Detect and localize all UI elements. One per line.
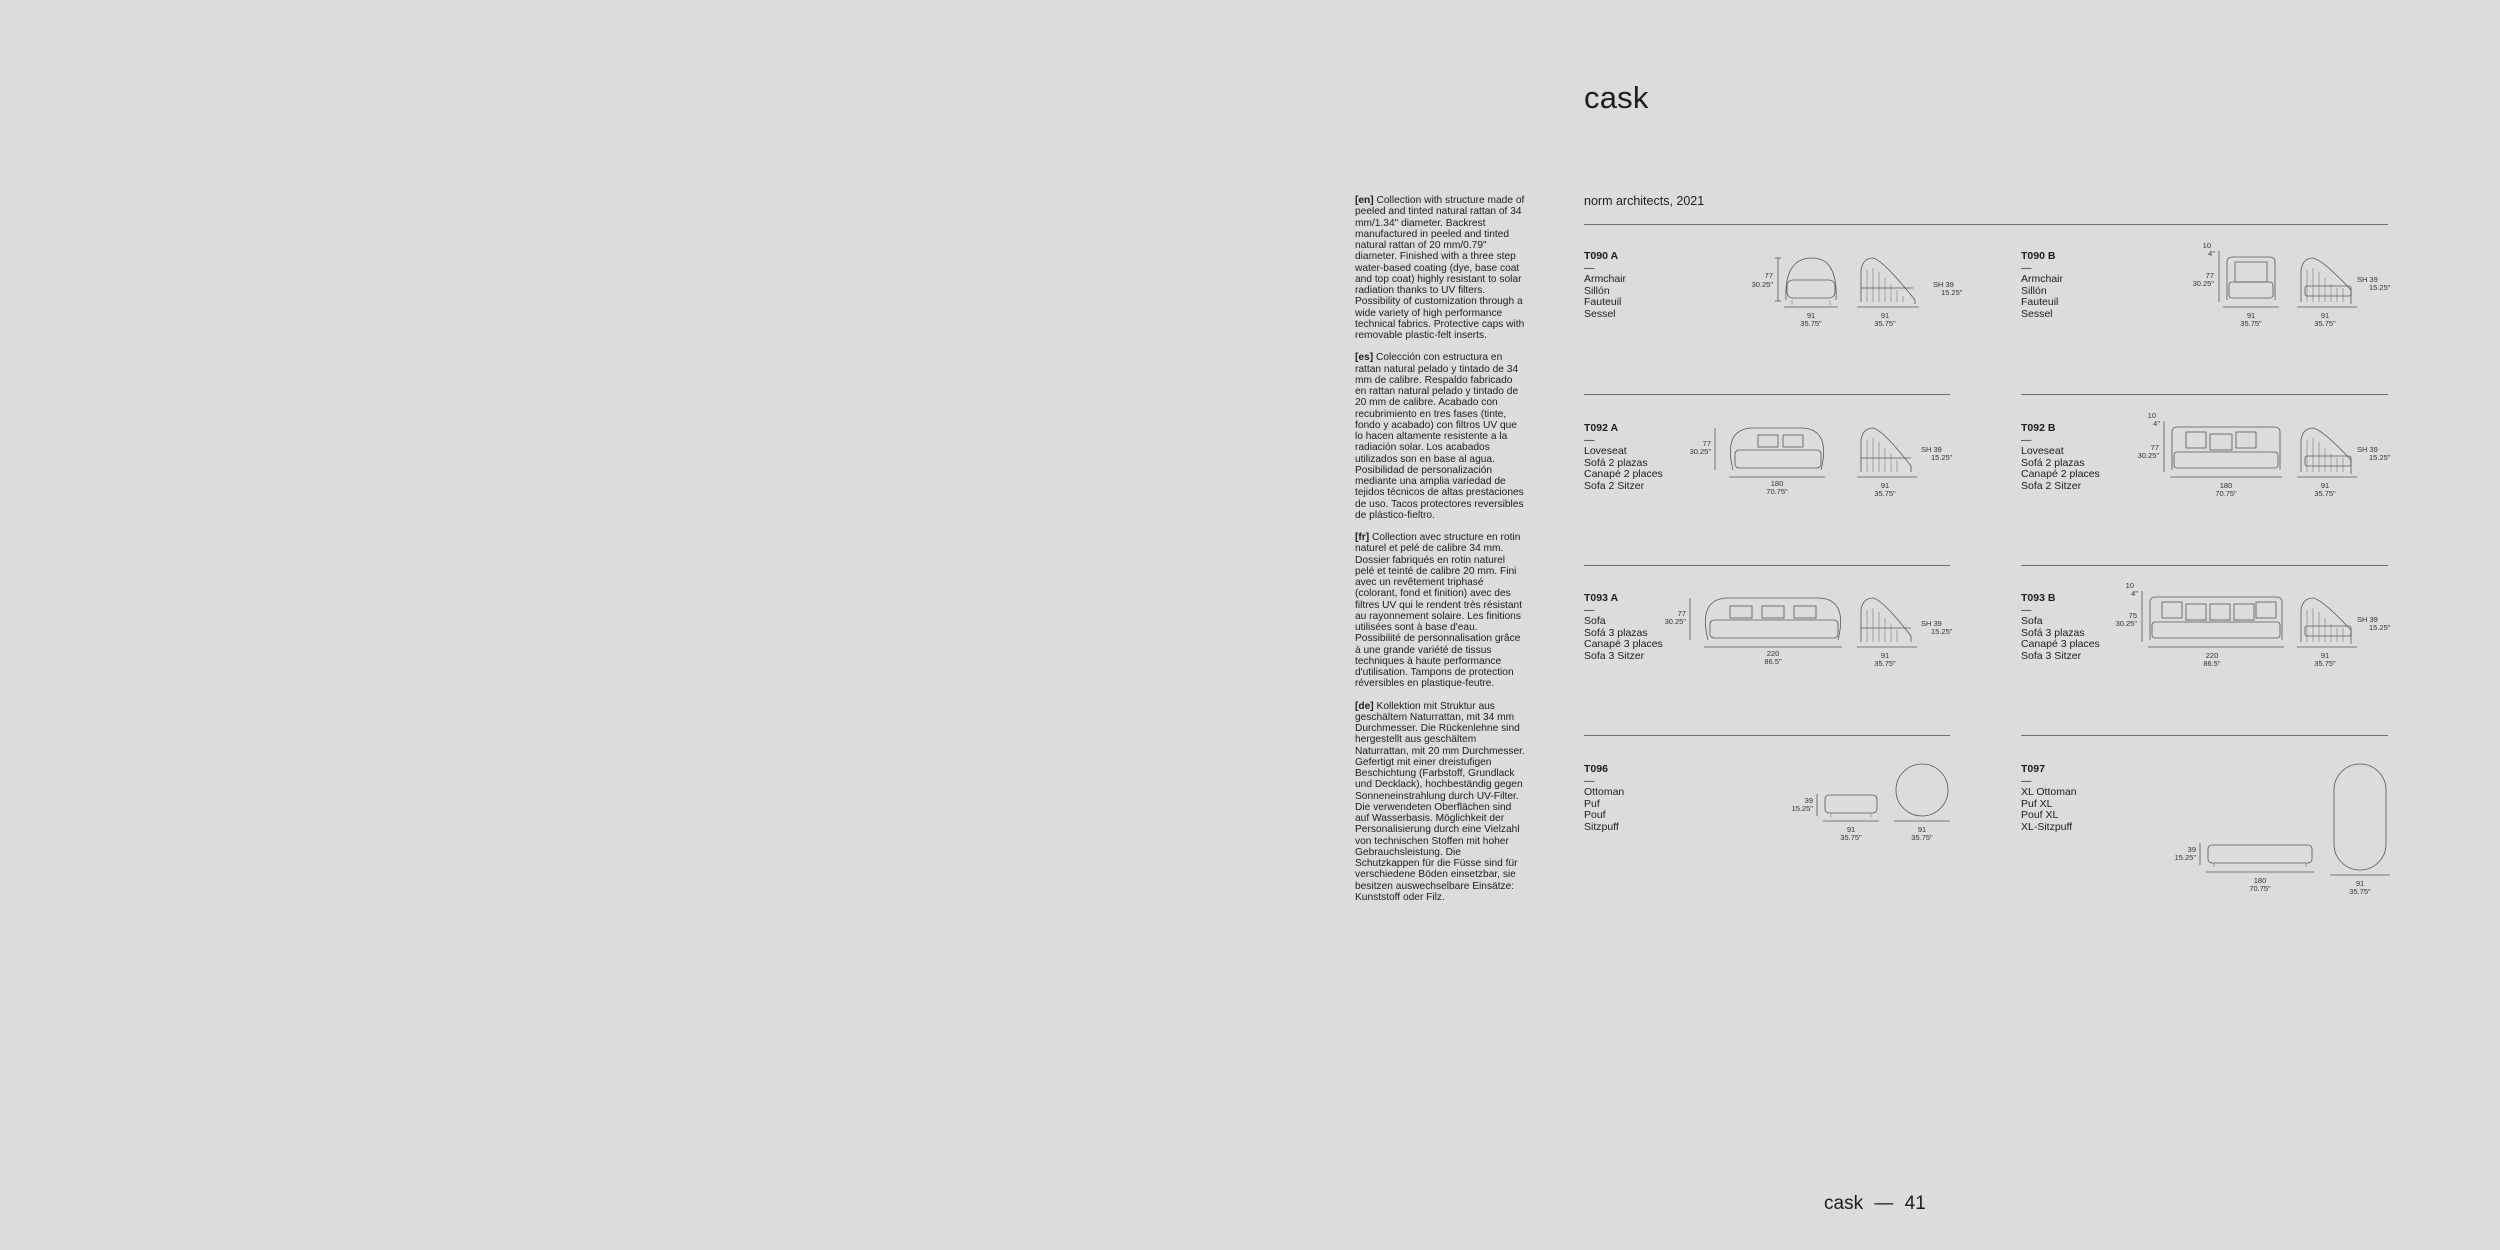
product-code: T097 bbox=[2021, 763, 2045, 775]
page-footer bbox=[1824, 1193, 1926, 1215]
svg-text:30.25": 30.25" bbox=[1751, 280, 1773, 289]
svg-text:35.75": 35.75" bbox=[2314, 659, 2336, 668]
svg-text:15.25": 15.25" bbox=[2369, 453, 2391, 462]
loveseat-b-front-drawing bbox=[2130, 410, 2295, 505]
svg-text:91: 91 bbox=[1880, 311, 1890, 320]
row-divider bbox=[2021, 394, 2388, 395]
svg-text:91: 91 bbox=[2320, 311, 2330, 320]
product-name-en: Ottoman bbox=[1584, 786, 1625, 798]
svg-text:10: 10 bbox=[2147, 411, 2156, 420]
product-t096: T096 — Ottoman Puf Pouf Sitzpuff bbox=[1584, 763, 1625, 833]
xl-ottoman-front-drawing bbox=[2170, 835, 2320, 900]
svg-text:35.75": 35.75" bbox=[1911, 833, 1933, 842]
svg-text:35.75": 35.75" bbox=[2314, 489, 2336, 498]
description-en: [en] Collection with structure made of peeled and tinted natural rattan of 34 mm/1.34" diameter. Backrest manufactured in peeled and tinted natural rattan of 20 mm/0.79" diameter. Finished with a three step water-based coating (dye, base coat and top coat) highly resistant to solar radiation thanks to UV filters. Possibility of customization through a wide variety of high performance technical fabrics. Protective caps with removable plastic-felt inserts. bbox=[1355, 195, 1525, 341]
svg-text:91: 91 bbox=[2320, 651, 2330, 660]
product-name-de: Sessel bbox=[2021, 307, 2053, 320]
product-name-fr: Pouf XL bbox=[2021, 809, 2059, 821]
product-name-fr: Canapé 2 places bbox=[1584, 468, 1663, 480]
svg-text:91: 91 bbox=[1917, 825, 1927, 834]
product-name-es: Puf bbox=[1584, 797, 1600, 810]
sofa-b-side-drawing bbox=[2295, 590, 2405, 670]
description-column bbox=[1355, 195, 1525, 914]
svg-text:15.25": 15.25" bbox=[1941, 288, 1963, 297]
armchair-b-front-drawing bbox=[2185, 240, 2295, 330]
svg-text:91: 91 bbox=[1846, 825, 1856, 834]
footer-brand: cask bbox=[1824, 1193, 1864, 1214]
row-divider bbox=[1584, 565, 1950, 566]
armchair-front-drawing bbox=[1740, 250, 1850, 330]
svg-text:SH 39: SH 39 bbox=[2357, 445, 2378, 454]
svg-text:15.25": 15.25" bbox=[2174, 853, 2196, 862]
product-code: T090 A bbox=[1584, 250, 1619, 262]
svg-text:35.75": 35.75" bbox=[2349, 887, 2371, 896]
svg-text:15.25": 15.25" bbox=[1931, 627, 1953, 636]
svg-text:4": 4" bbox=[2131, 589, 2138, 598]
armchair-b-side-drawing bbox=[2295, 250, 2405, 330]
svg-text:180: 180 bbox=[2219, 481, 2233, 490]
sofa-b-front-drawing bbox=[2108, 580, 2298, 675]
svg-text:30.25": 30.25" bbox=[2137, 451, 2159, 460]
svg-text:75: 75 bbox=[2128, 611, 2137, 620]
svg-text:10: 10 bbox=[2125, 581, 2134, 590]
svg-text:77: 77 bbox=[1677, 609, 1686, 618]
svg-text:91: 91 bbox=[2320, 481, 2330, 490]
product-code: T090 B bbox=[2021, 250, 2056, 262]
product-t093a: T093 A — Sofa Sofá 3 plazas Canapé 3 places Sofa 3 Sitzer bbox=[1584, 592, 1663, 662]
ottoman-top-drawing bbox=[1890, 760, 1965, 845]
svg-text:39: 39 bbox=[2187, 845, 2196, 854]
product-code: T096 bbox=[1584, 763, 1608, 775]
svg-text:77: 77 bbox=[2150, 443, 2159, 452]
sofa-front-drawing bbox=[1660, 590, 1845, 670]
svg-text:35.75": 35.75" bbox=[1840, 833, 1862, 842]
svg-text:220: 220 bbox=[2205, 651, 2219, 660]
svg-text:35.75": 35.75" bbox=[1874, 319, 1896, 328]
product-t090b: T090 B — Armchair Sillón Fauteuil Sessel bbox=[2021, 250, 2064, 320]
product-name-es: Sofá 3 plazas bbox=[1584, 626, 1648, 639]
product-name-fr: Canapé 2 places bbox=[2021, 468, 2100, 480]
row-divider bbox=[2021, 735, 2388, 736]
product-name-fr: Fauteuil bbox=[1584, 296, 1622, 308]
svg-text:30.25": 30.25" bbox=[2115, 619, 2137, 628]
armchair-side-drawing bbox=[1855, 250, 1965, 330]
product-t092b: T092 B — Loveseat Sofá 2 plazas Canapé 2 places Sofa 2 Sitzer bbox=[2021, 422, 2100, 492]
loveseat-side-drawing bbox=[1855, 420, 1965, 500]
row-divider bbox=[2021, 565, 2388, 566]
svg-text:70.75": 70.75" bbox=[2215, 489, 2237, 498]
svg-text:15.25": 15.25" bbox=[1931, 453, 1953, 462]
svg-text:77: 77 bbox=[1702, 439, 1711, 448]
designer-credit: norm architects, 2021 bbox=[1584, 194, 1705, 208]
svg-text:SH 39: SH 39 bbox=[1921, 445, 1942, 454]
ottoman-front-drawing bbox=[1785, 780, 1895, 845]
loveseat-b-side-drawing bbox=[2295, 420, 2405, 500]
product-code: T093 A bbox=[1584, 592, 1619, 604]
svg-text:35.75": 35.75" bbox=[2314, 319, 2336, 328]
svg-text:220: 220 bbox=[1766, 649, 1780, 658]
svg-text:180: 180 bbox=[2253, 876, 2267, 885]
page-title: cask bbox=[1584, 80, 1649, 115]
svg-text:30.25": 30.25" bbox=[1689, 447, 1711, 456]
xl-ottoman-top-drawing bbox=[2325, 760, 2405, 900]
page-number: 41 bbox=[1904, 1193, 1926, 1214]
description-fr: [fr] Collection avec structure en rotin naturel et pelé de calibre 34 mm. Dossier fabriqués en rotin naturel pelé et teinté de calibre 20 mm. Fini avec un revêtement triphasé (colorant, fond et finition) avec des filtres UV qui le rendent très résistant au rayonnement solaire. Les finitions utilisées sont à base d'eau. Possibilité de personnalisation grâce à une grande variété de tissus techniques à haute performance d'utilisation. Tampons de protection réversibles en plastique-feutre. bbox=[1355, 532, 1523, 690]
svg-text:77: 77 bbox=[2205, 271, 2214, 280]
product-name-de: Sofa 3 Sitzer bbox=[1584, 649, 1645, 662]
description-es: [es] Colección con estructura en rattan natural pelado y tintado de 34 mm de calibre. Respaldo fabricado en rattan natural pelado y tintado de 20 mm de calibre. Acabado con recubrimiento en tres fases (tinte, fondo y acabado) con filtros UV que lo hacen altamente resistente a la radiación solar. Los acabados utilizados son en base al agua. Posibilidad de personalización mediante una amplia variedad de tejidos técnicos de altas prestaciones de uso. Tacos protectores reversibles de plástico-fieltro. bbox=[1355, 352, 1524, 521]
product-t097: T097 — XL Ottoman Puf XL Pouf XL XL-Sitzpuff bbox=[2021, 763, 2077, 833]
svg-text:4": 4" bbox=[2153, 419, 2160, 428]
product-name-de: Sofa 2 Sitzer bbox=[2021, 479, 2082, 492]
product-name-de: Sofa 2 Sitzer bbox=[1584, 479, 1645, 492]
product-name-fr: Pouf bbox=[1584, 809, 1606, 821]
product-t090a: T090 A — Armchair Sillón Fauteuil Sessel bbox=[1584, 250, 1627, 320]
svg-text:SH 39: SH 39 bbox=[1933, 280, 1954, 289]
footer-separator: — bbox=[1874, 1193, 1894, 1214]
product-name-en: Loveseat bbox=[1584, 445, 1627, 457]
description-de: [de] Kollektion mit Struktur aus geschältem Naturrattan, mit 34 mm Durchmesser. Die Rückenlehne sind hergestellt aus geschältem Naturrattan, mit 20 mm Durchmesser. Gefertigt mit einer dreistufigen Beschichtung (Farbstoff, Grundlack und Decklack), hochbeständig gegen Sonneneinstrahlung durch UV-Filter. Die verwendeten Oberflächen sind auf Wasserbasis. Möglichkeit der Personalisierung durch eine Vielzahl von technischen Stoffen mit hoher Gebrauchsleistung. Die Schutzkappen für die Füsse sind für verschiedene Böden einsetzbar, sie besitzen auswechselbare Einsätze: Kunststoff oder Filz. bbox=[1355, 700, 1525, 903]
svg-text:77: 77 bbox=[1764, 271, 1773, 280]
svg-text:180: 180 bbox=[1770, 479, 1784, 488]
product-t093b: T093 B — Sofa Sofá 3 plazas Canapé 3 places Sofa 3 Sitzer bbox=[2021, 592, 2100, 662]
svg-text:91: 91 bbox=[1880, 481, 1890, 490]
row-divider bbox=[1584, 394, 1950, 395]
row-divider bbox=[1584, 735, 1950, 736]
svg-text:70.75": 70.75" bbox=[2249, 884, 2271, 893]
svg-text:SH 39: SH 39 bbox=[1921, 619, 1942, 628]
svg-text:70.75": 70.75" bbox=[1766, 487, 1788, 496]
product-name-fr: Fauteuil bbox=[2021, 296, 2059, 308]
product-name-en: Sofa bbox=[1584, 615, 1606, 627]
product-name-es: Sillón bbox=[1584, 284, 1610, 297]
svg-text:4": 4" bbox=[2208, 249, 2215, 258]
svg-text:91: 91 bbox=[2246, 311, 2256, 320]
svg-text:86.5": 86.5" bbox=[1764, 657, 1782, 666]
svg-text:91: 91 bbox=[1880, 651, 1890, 660]
svg-text:10: 10 bbox=[2202, 241, 2211, 250]
product-code: T092 A bbox=[1584, 422, 1619, 434]
svg-text:15.25": 15.25" bbox=[2369, 623, 2391, 632]
product-name-de: Sessel bbox=[1584, 307, 1616, 320]
svg-text:39: 39 bbox=[1804, 796, 1813, 805]
product-name-es: Sillón bbox=[2021, 284, 2047, 297]
product-name-fr: Canapé 3 places bbox=[1584, 638, 1663, 650]
svg-text:SH 39: SH 39 bbox=[2357, 615, 2378, 624]
product-name-es: Sofá 2 plazas bbox=[2021, 456, 2085, 469]
svg-text:15.25": 15.25" bbox=[2369, 283, 2391, 292]
product-name-de: Sitzpuff bbox=[1584, 820, 1619, 833]
product-code: T093 B bbox=[2021, 592, 2056, 604]
product-name-de: Sofa 3 Sitzer bbox=[2021, 649, 2082, 662]
svg-text:35.75": 35.75" bbox=[2240, 319, 2262, 328]
top-divider bbox=[1584, 224, 2388, 225]
svg-text:35.75": 35.75" bbox=[1800, 319, 1822, 328]
product-t092a: T092 A — Loveseat Sofá 2 plazas Canapé 2 places Sofa 2 Sitzer bbox=[1584, 422, 1663, 492]
product-name-en: Sofa bbox=[2021, 615, 2043, 627]
product-name-de: XL-Sitzpuff bbox=[2021, 820, 2073, 833]
product-name-en: XL Ottoman bbox=[2021, 786, 2077, 798]
svg-text:35.75": 35.75" bbox=[1874, 489, 1896, 498]
product-code: T092 B bbox=[2021, 422, 2056, 434]
svg-text:91: 91 bbox=[1806, 311, 1816, 320]
loveseat-front-drawing bbox=[1685, 420, 1845, 500]
product-name-es: Puf XL bbox=[2021, 797, 2053, 810]
svg-text:86.5": 86.5" bbox=[2203, 659, 2221, 668]
svg-text:91: 91 bbox=[2355, 879, 2365, 888]
product-name-es: Sofá 2 plazas bbox=[1584, 456, 1648, 469]
product-name-fr: Canapé 3 places bbox=[2021, 638, 2100, 650]
svg-text:SH 39: SH 39 bbox=[2357, 275, 2378, 284]
svg-text:15.25": 15.25" bbox=[1791, 804, 1813, 813]
product-name-en: Armchair bbox=[1584, 273, 1627, 285]
svg-text:30.25": 30.25" bbox=[2192, 279, 2214, 288]
product-name-en: Loveseat bbox=[2021, 445, 2064, 457]
sofa-side-drawing bbox=[1855, 590, 1965, 670]
svg-text:35.75": 35.75" bbox=[1874, 659, 1896, 668]
product-name-es: Sofá 3 plazas bbox=[2021, 626, 2085, 639]
svg-text:30.25": 30.25" bbox=[1664, 617, 1686, 626]
product-name-en: Armchair bbox=[2021, 273, 2064, 285]
